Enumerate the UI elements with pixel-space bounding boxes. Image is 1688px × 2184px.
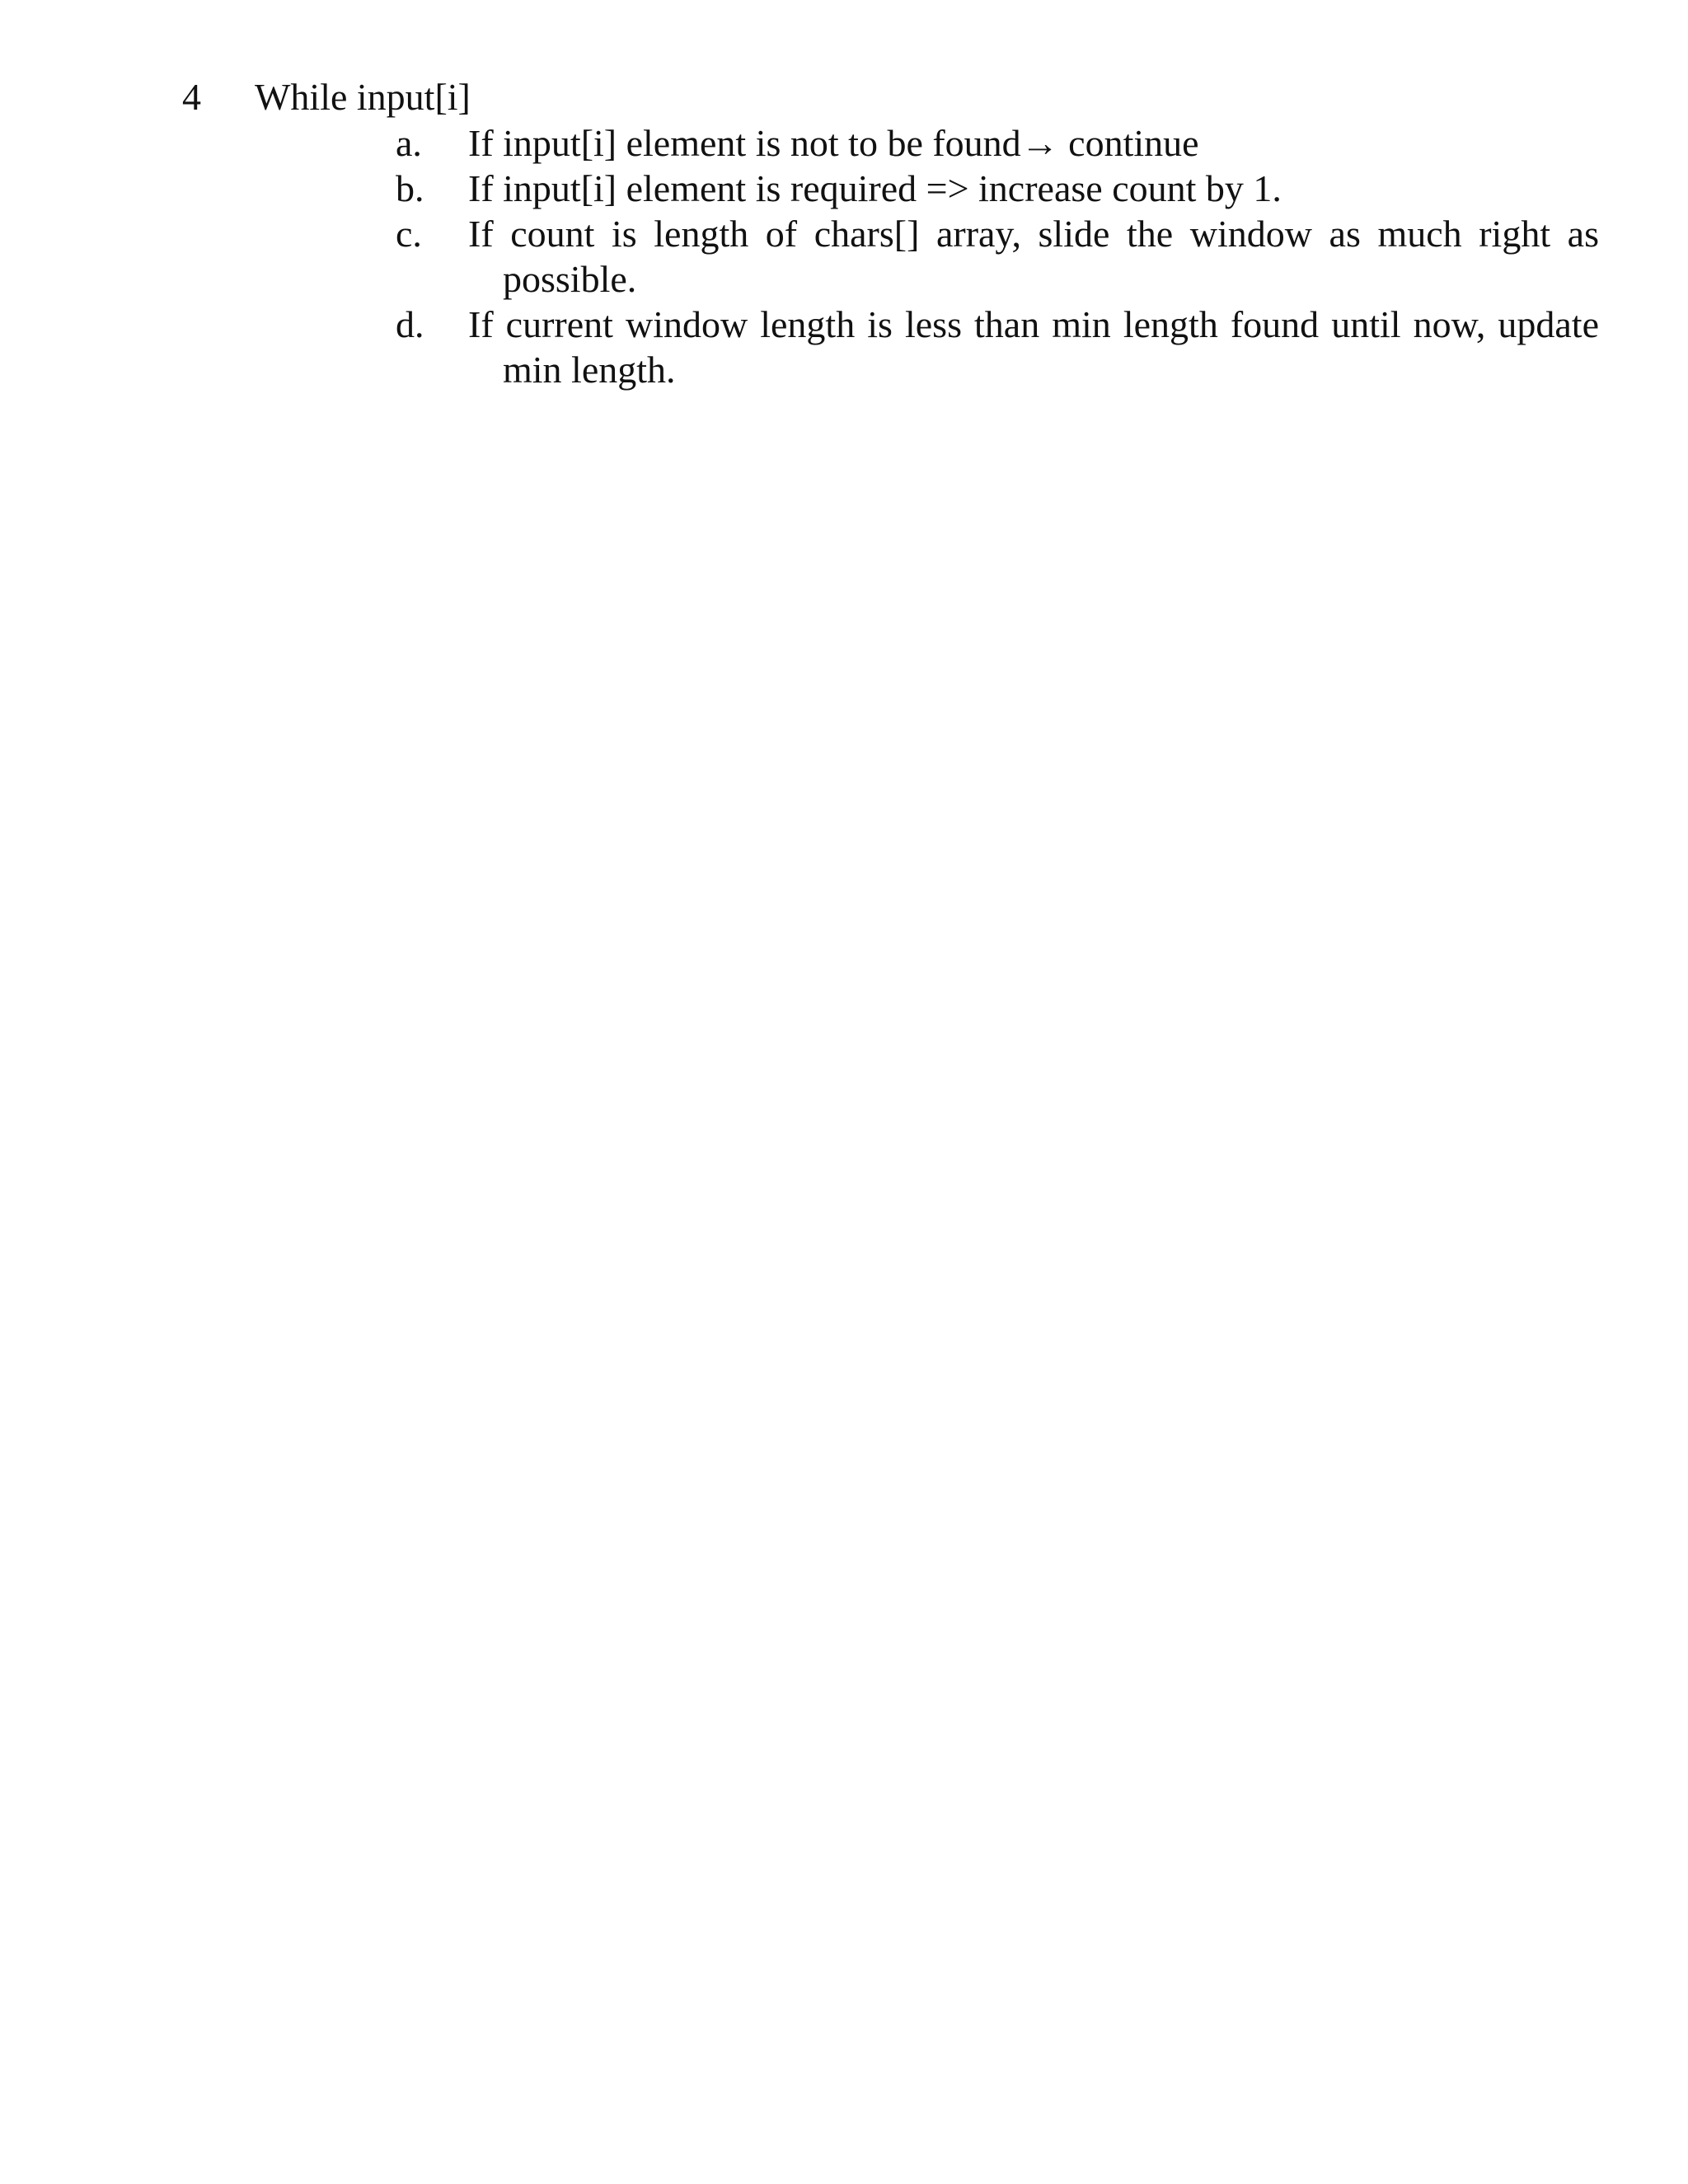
substep-letter: d.: [396, 303, 424, 345]
substep-text: If input[i] element is not to be found→ continue: [468, 122, 1199, 164]
step-text: While input[i]: [255, 76, 471, 118]
substep-text: If input[i] element is required => increase count by 1.: [468, 167, 1282, 209]
substep-letter: c.: [396, 213, 422, 255]
substep-item: [396, 211, 1599, 302]
substep-text: If current window length is less than min length found until now, update min length.: [468, 303, 1599, 391]
substep-letter: b.: [396, 167, 424, 209]
substep-item: [396, 120, 1599, 166]
substep-text: If count is length of chars[] array, slide the window as much right as possible.: [468, 213, 1599, 300]
substep-item: [396, 302, 1599, 392]
substep-letter: a.: [396, 122, 422, 164]
substep-list: [396, 120, 1599, 392]
step-number: 4: [182, 76, 201, 118]
substep-item: [396, 166, 1599, 211]
